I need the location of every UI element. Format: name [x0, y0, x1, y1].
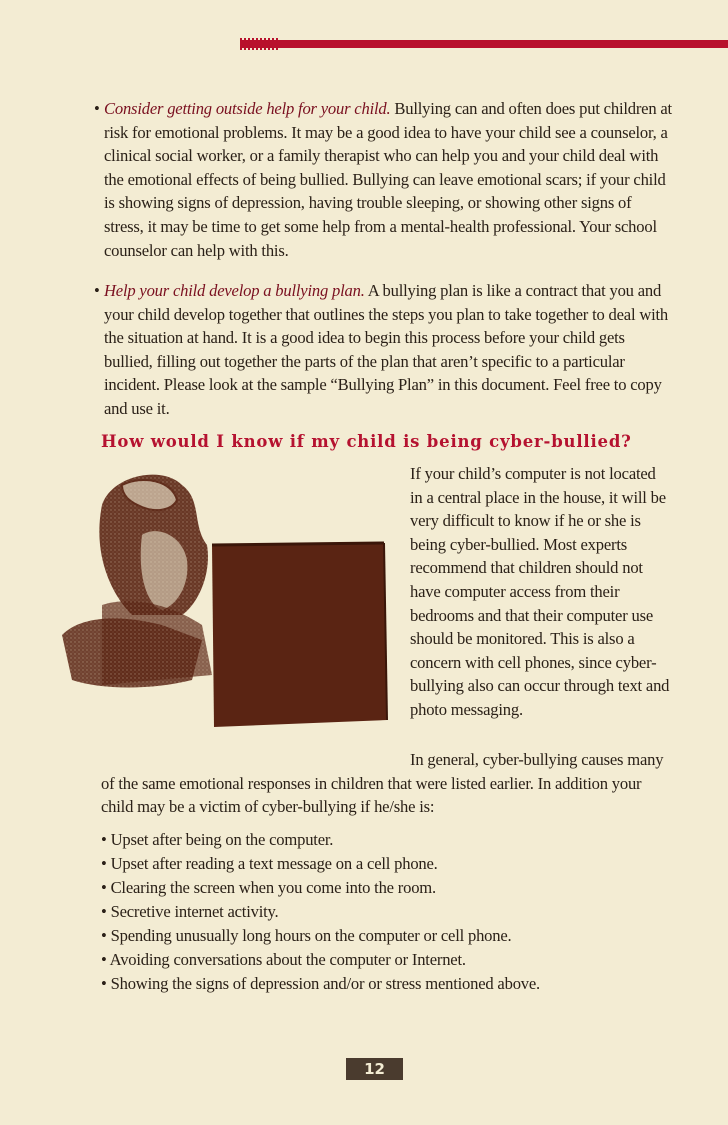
bullying-plan-text [104, 279, 674, 421]
outside-help-paragraph [94, 97, 674, 262]
section-heading: How would I know if my child is being cyber-bullied? [101, 432, 632, 451]
general-paragraph [101, 748, 671, 819]
outside-help-body: Bullying can and often does put children at risk for emotional problems. It may be a good idea to have your child see a counselor, a clinical social worker, or a family therapist who can help you and your child deal with the emotional effects of being bullied. Bullying can leave emotional scars; if your child is showing signs of depression, having trouble sleeping, or showing other signs of stress, it may be time to get some help from a mental-health professional. Your school counselor can help with this. [104, 99, 672, 260]
decorative-top-bar [240, 40, 728, 48]
outside-help-text [104, 97, 674, 262]
general-first-line: In general, cyber-bullying causes many [410, 750, 664, 769]
page-number: 12 [346, 1058, 403, 1080]
outside-help-lead: Consider getting outside help for your child. [104, 99, 391, 118]
bullying-plan-paragraph [94, 279, 674, 421]
list-item: • Clearing the screen when you come into the room. [101, 876, 671, 900]
list-item: • Upset after reading a text message on a cell phone. [101, 852, 671, 876]
list-item: • Spending unusually long hours on the computer or cell phone. [101, 924, 671, 948]
child-at-computer-illustration [62, 465, 397, 730]
bullet-dot: • [94, 99, 100, 118]
list-item: • Showing the signs of depression and/or or stress mentioned above. [101, 972, 671, 996]
bullet-dot: • [94, 281, 100, 300]
list-item: • Secretive internet activity. [101, 900, 671, 924]
bullying-plan-body: A bullying plan is like a contract that you and your child develop together that outlines the steps you plan to take together to deal with the situation at hand. It is a good idea to begin this process before your child gets bullied, filling out together the parts of the plan that aren’t specific to a particular incident. Please look at the sample “Bullying Plan” in this document. Feel free to copy and use it. [104, 281, 669, 418]
general-rest: of the same emotional responses in children that were listed earlier. In addition your child may be a victim of cyber-bullying if he/she is: [101, 773, 642, 817]
cyberbullying-intro-text: If your child’s computer is not located in a central place in the house, it will be very difficult to know if he or she is being cyber-bullied. Most experts recommend that children should not have computer access from their bedrooms and that their computer use should be monitored. This is also a concern with cell phones, since cyber-bullying also can occur through text and photo messaging. [410, 464, 670, 719]
bullying-plan-lead: Help your child develop a bullying plan. [104, 281, 365, 300]
list-item: • Upset after being on the computer. [101, 828, 671, 852]
cyberbullying-intro-column [410, 462, 670, 722]
list-item: • Avoiding conversations about the computer or Internet. [101, 948, 671, 972]
warning-signs-list [101, 828, 671, 996]
